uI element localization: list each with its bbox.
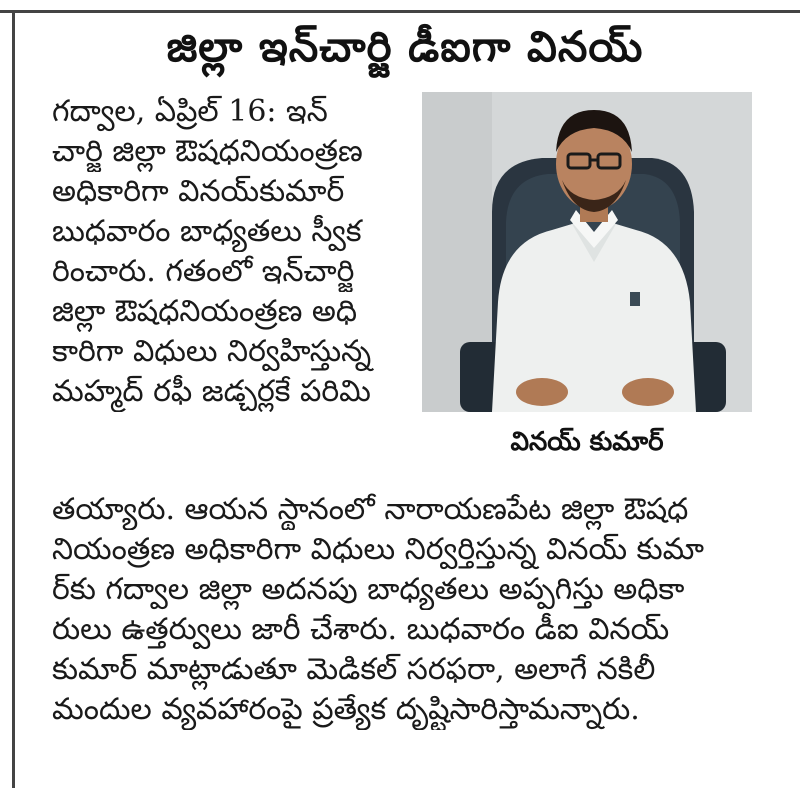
body-line: గద్వాల, ఏప్రిల్ 16: ఇన్ [52,94,328,129]
body-line: అధికారిగా వినయ్‌కుమార్ [52,174,345,209]
headline: జిల్లా ఇన్‌చార్జి డీఐగా వినయ్ [166,22,644,71]
body-line: ర్‌కు గద్వాల జిల్లా అదనపు బాధ్యతలు అప్పగిస్తు అధికా [52,572,685,607]
portrait-illustration [422,92,752,412]
top-rule [0,10,800,13]
body-line: రులు ఉత్తర్వులు జారీ చేశారు. బుధవారం డీఐ వినయ్ [52,612,670,647]
body-line: తయ్యారు. ఆయన స్థానంలో నారాయణపేట జిల్లా ఔషధ [52,492,689,527]
body-line: నియంత్రణ అధికారిగా విధులు నిర్వర్తిస్తున్న వినయ్ కుమా [52,532,704,567]
body-line: బుధవారం బాధ్యతలు స్వీక [52,214,362,249]
body-line: మందుల వ్యవహారంపై ప్రత్యేక దృష్టిసారిస్తామన్నారు. [52,692,640,727]
body-line: రించారు. గతంలో ఇన్‌చార్జి [52,254,355,289]
left-column-rule [12,10,15,788]
body-line: మహ్మద్ రఫీ జడ్చర్లకే పరిమి [52,374,371,409]
portrait-photo [422,92,752,412]
body-line: జిల్లా ఔషధనియంత్రణ అధి [52,294,358,329]
body-line: చార్జి జిల్లా ఔషధనియంత్రణ [52,134,363,169]
article-body-wrapped [52,92,412,412]
article-body-full [52,490,770,730]
photo-caption: వినయ్ కుమార్ [510,427,664,457]
body-line: కుమార్ మాట్లాడుతూ మెడికల్ సరఫరా, అలాగే నకిలీ [52,652,656,687]
body-line: కారిగా విధులు నిర్వహిస్తున్న [52,334,372,369]
